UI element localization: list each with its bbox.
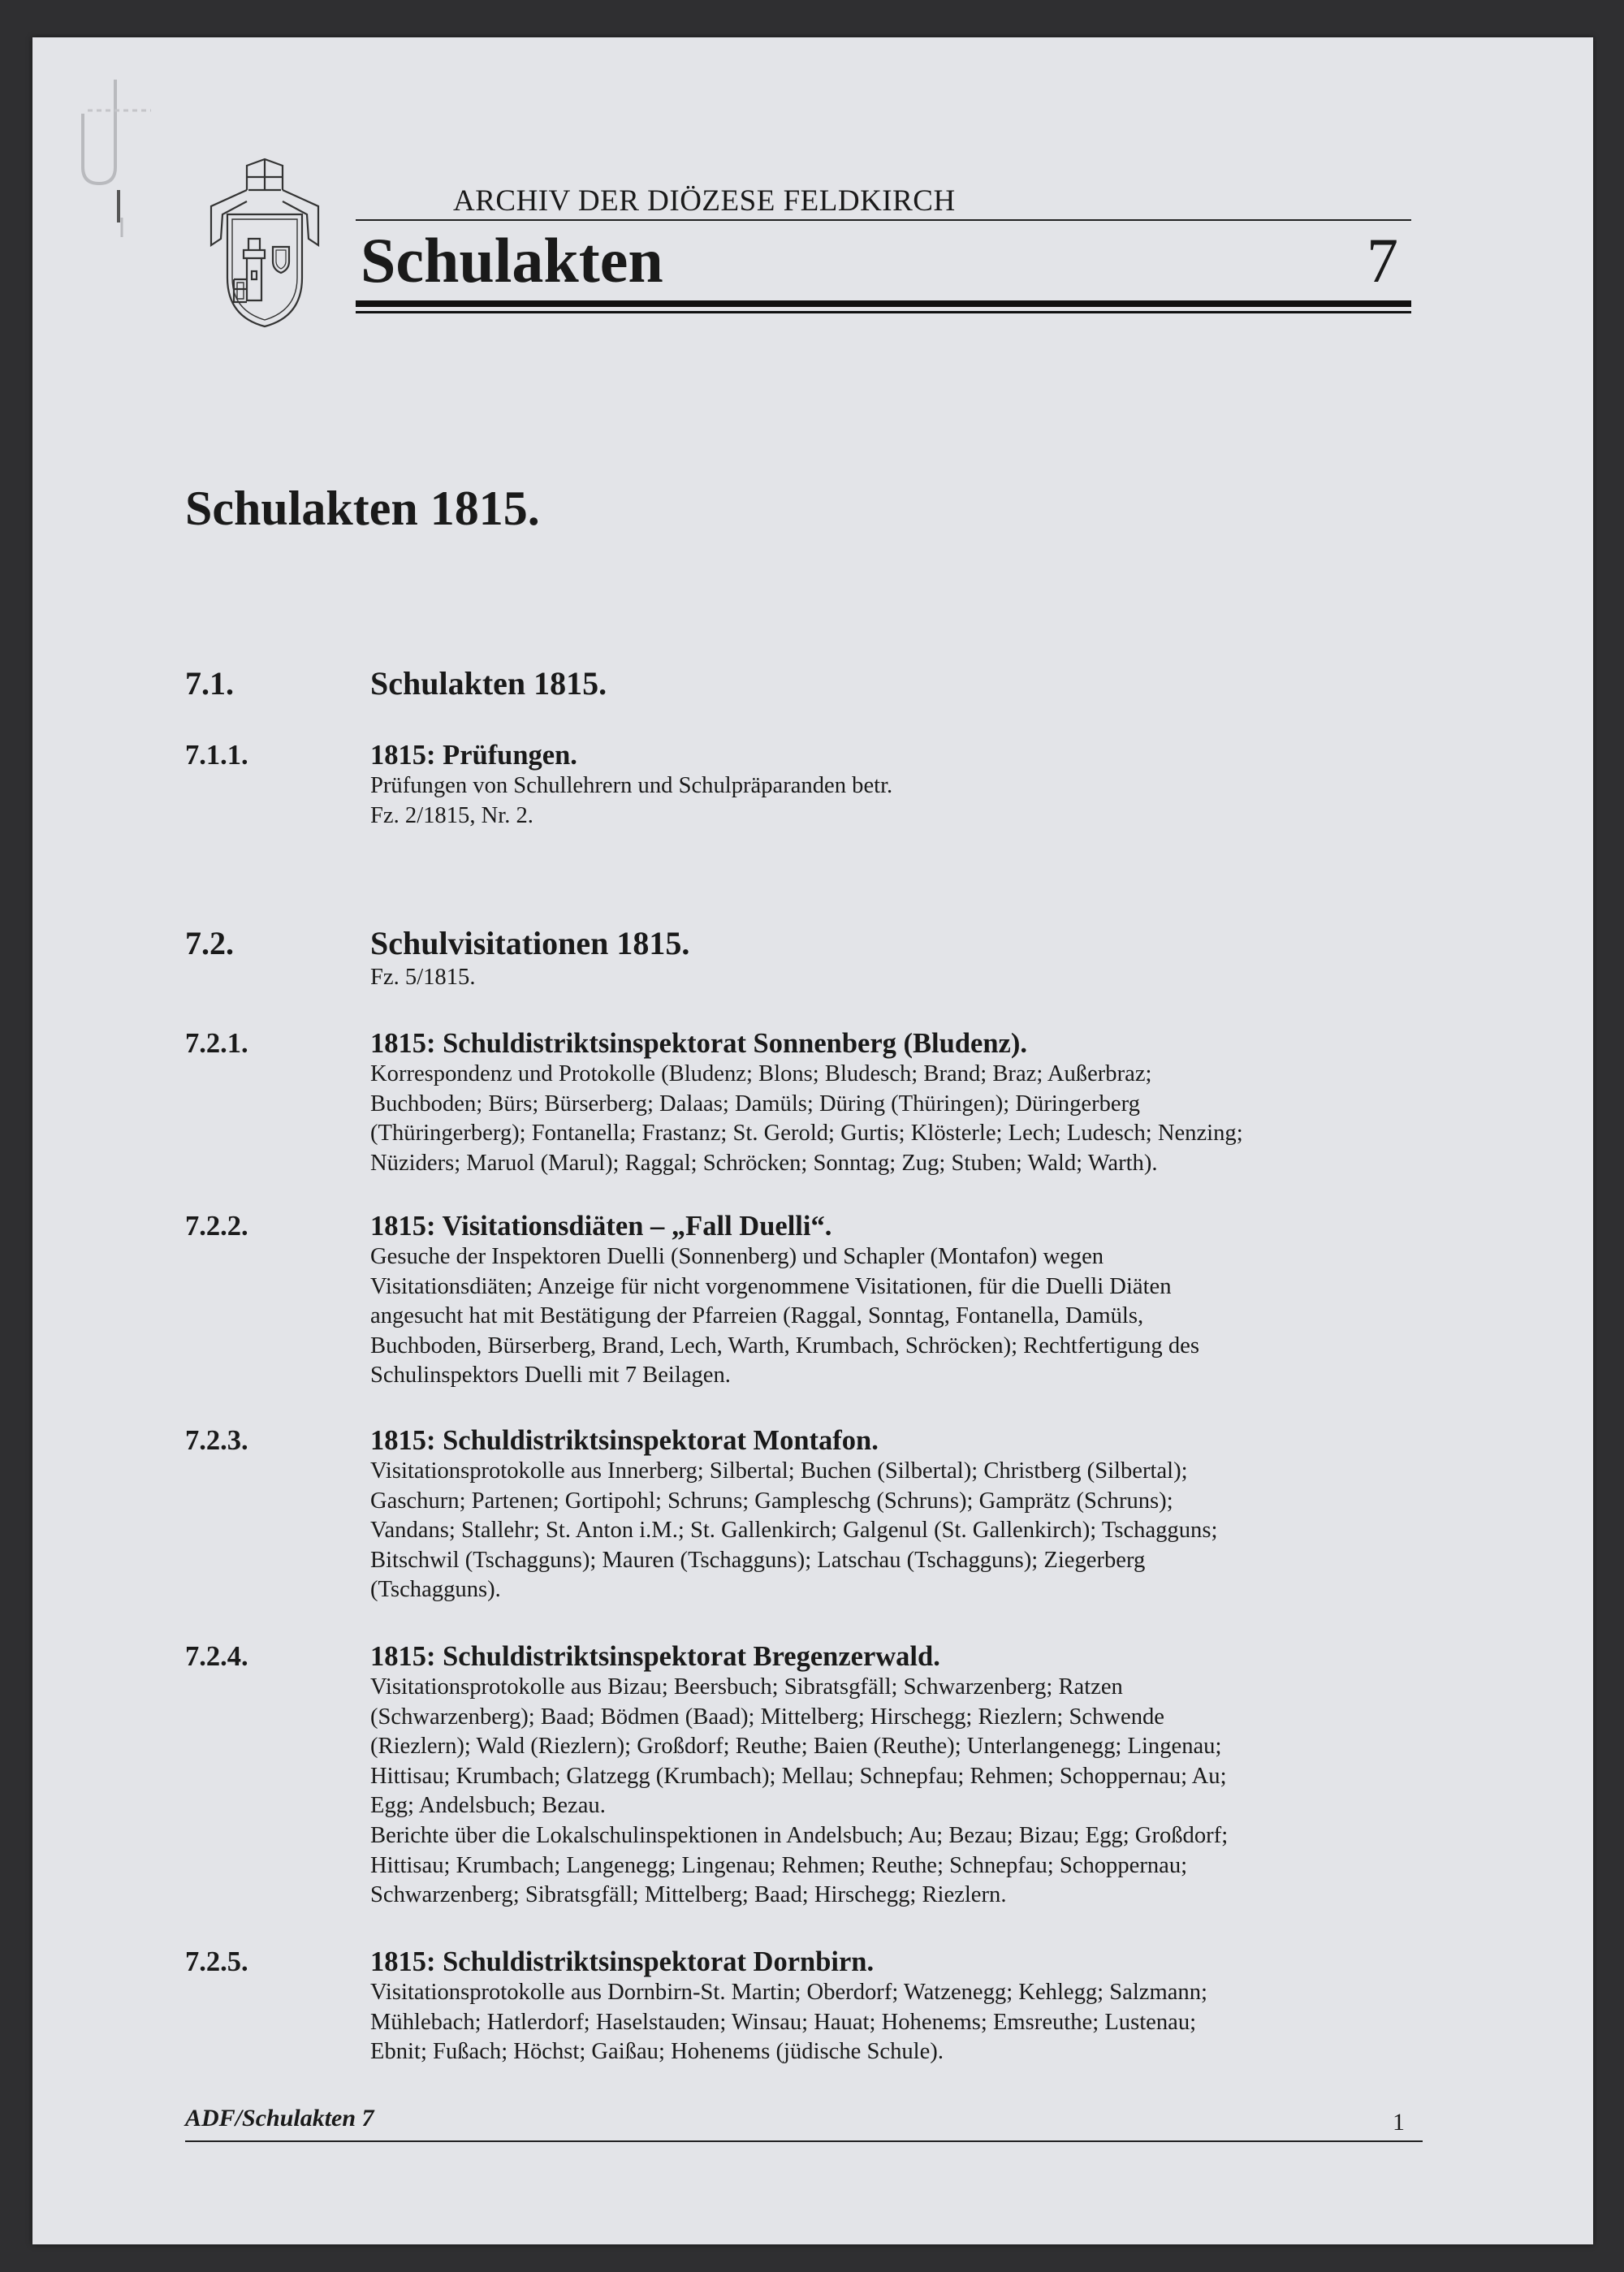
entry-line: Vandans; Stallehr; St. Anton i.M.; St. Gallenkirch; Galgenul (St. Gallenkirch); Tschagguns; — [370, 1518, 1218, 1544]
page-number: 1 — [1393, 2109, 1405, 2136]
entry-line: Ebnit; Fußach; Höchst; Gaißau; Hohenems (jüdische Schule). — [370, 2039, 944, 2065]
entry-title: 1815: Visitationsdiäten – „Fall Duelli“. — [370, 1211, 832, 1242]
entry-line: Schulinspektors Duelli mit 7 Beilagen. — [370, 1363, 731, 1389]
entry-line: Hittisau; Krumbach; Langenegg; Lingenau; Rehmen; Reuthe; Schnepfau; Schoppernau; — [370, 1852, 1188, 1878]
entry-line: Buchboden, Bürserberg, Brand, Lech, Warth, Krumbach, Schröcken); Rechtfertigung des — [370, 1333, 1199, 1358]
entry-number: 7.1. — [185, 665, 234, 702]
page-heading: Schulakten 1815. — [185, 482, 540, 535]
entry-line: Visitationsprotokolle aus Bizau; Beersbuch; Sibratsgfäll; Schwarzenberg; Ratzen — [370, 1674, 1123, 1700]
entry-line: Bitschwil (Tschagguns); Mauren (Tschagguns); Latschau (Tschagguns); Ziegerberg — [370, 1547, 1146, 1573]
entry-title: 1815: Schuldistriktsinspektorat Sonnenberg (Bludenz). — [370, 1028, 1027, 1059]
archive-name: ARCHIV DER DIÖZESE FELDKIRCH — [453, 184, 956, 218]
entry-line: Berichte über die Lokalschulinspektionen in Andelsbuch; Au; Bezau; Bizau; Egg; Großdorf; — [370, 1822, 1229, 1848]
entry-line: Schwarzenberg; Sibratsgfäll; Mittelberg; Baad; Hirschegg; Riezlern. — [370, 1882, 1007, 1908]
entry-line: Gaschurn; Partenen; Gortipohl; Schruns; Gampleschg (Schruns); Gamprätz (Schruns); — [370, 1488, 1173, 1514]
entry-line: (Schwarzenberg); Baad; Bödmen (Baad); Mittelberg; Hirschegg; Riezlern; Schwende — [370, 1704, 1164, 1730]
entry-line: (Thüringerberg); Fontanella; Frastanz; St. Gerold; Gurtis; Klösterle; Lech; Ludesch; Nenzing; — [370, 1121, 1243, 1147]
entry-line: Mühlebach; Hatlerdorf; Haselstauden; Winsau; Hauat; Hohenems; Emsreuthe; Lustenau; — [370, 2009, 1197, 2035]
entry-title: 1815: Schuldistriktsinspektorat Bregenzerwald. — [370, 1641, 940, 1672]
entry-title: 1815: Schuldistriktsinspektorat Dornbirn. — [370, 1946, 875, 1977]
footer-reference: ADF/Schulakten 7 — [185, 2105, 374, 2132]
entry-line: angesucht hat mit Bestätigung der Pfarreien (Raggal, Sonntag, Fontanella, Damüls, — [370, 1303, 1144, 1329]
entry-title: 1815: Schuldistriktsinspektorat Montafon. — [370, 1425, 879, 1456]
entry-line: (Tschagguns). — [370, 1577, 501, 1603]
entry-line: Korrespondenz und Protokolle (Bludenz; Blons; Bludesch; Brand; Braz; Außerbraz; — [370, 1061, 1152, 1086]
entry-number: 7.2.4. — [185, 1641, 248, 1672]
header-title: Schulakten — [361, 225, 663, 296]
entry-line: Hittisau; Krumbach; Glatzegg (Krumbach); Mellau; Schnepfau; Rehmen; Schoppernau; Au; — [370, 1763, 1227, 1789]
entry-line: Visitationsprotokolle aus Dornbirn-St. Martin; Oberdorf; Watzenegg; Kehlegg; Salzmann; — [370, 1980, 1207, 2005]
entry-number: 7.2.1. — [185, 1028, 248, 1059]
entry-title: Schulvisitationen 1815. — [370, 925, 690, 961]
header-rule-top — [356, 219, 1411, 221]
entry-line: Egg; Andelsbuch; Bezau. — [370, 1793, 606, 1819]
entry-line: Fz. 2/1815, Nr. 2. — [370, 802, 533, 828]
entry-line: Visitationsdiäten; Anzeige für nicht vorgenommene Visitationen, für die Duelli Diäten — [370, 1273, 1172, 1299]
entry-line: Fz. 5/1815. — [370, 965, 476, 990]
entry-line: Nüziders; Maruol (Marul); Raggal; Schröcken; Sonntag; Zug; Stuben; Wald; Warth). — [370, 1150, 1158, 1176]
entry-number: 7.2. — [185, 925, 234, 961]
header-rule-bottom — [356, 311, 1411, 313]
entry-line: Gesuche der Inspektoren Duelli (Sonnenberg) und Schapler (Montafon) wegen — [370, 1244, 1104, 1269]
header-rule-thick — [356, 300, 1411, 307]
entry-number: 7.2.5. — [185, 1946, 248, 1977]
entry-title: 1815: Prüfungen. — [370, 740, 577, 771]
entry-line: (Riezlern); Wald (Riezlern); Großdorf; Reuthe; Baien (Reuthe); Unterlangenegg; Lingenau; — [370, 1734, 1222, 1760]
document-header — [0, 0, 1624, 374]
entry-title: Schulakten 1815. — [370, 665, 607, 702]
entry-number: 7.1.1. — [185, 740, 248, 771]
entry-number: 7.2.3. — [185, 1425, 248, 1456]
footer-rule — [185, 2140, 1423, 2142]
entry-line: Prüfungen von Schullehrern und Schulpräparanden betr. — [370, 773, 893, 798]
entry-line: Buchboden; Bürs; Bürserberg; Dalaas; Damüls; Düring (Thüringen); Düringerberg — [370, 1091, 1140, 1117]
header-volume-number: 7 — [1367, 225, 1398, 296]
entry-line: Visitationsprotokolle aus Innerberg; Silbertal; Buchen (Silbertal); Christberg (Silbertal); — [370, 1458, 1188, 1484]
entry-number: 7.2.2. — [185, 1211, 248, 1242]
